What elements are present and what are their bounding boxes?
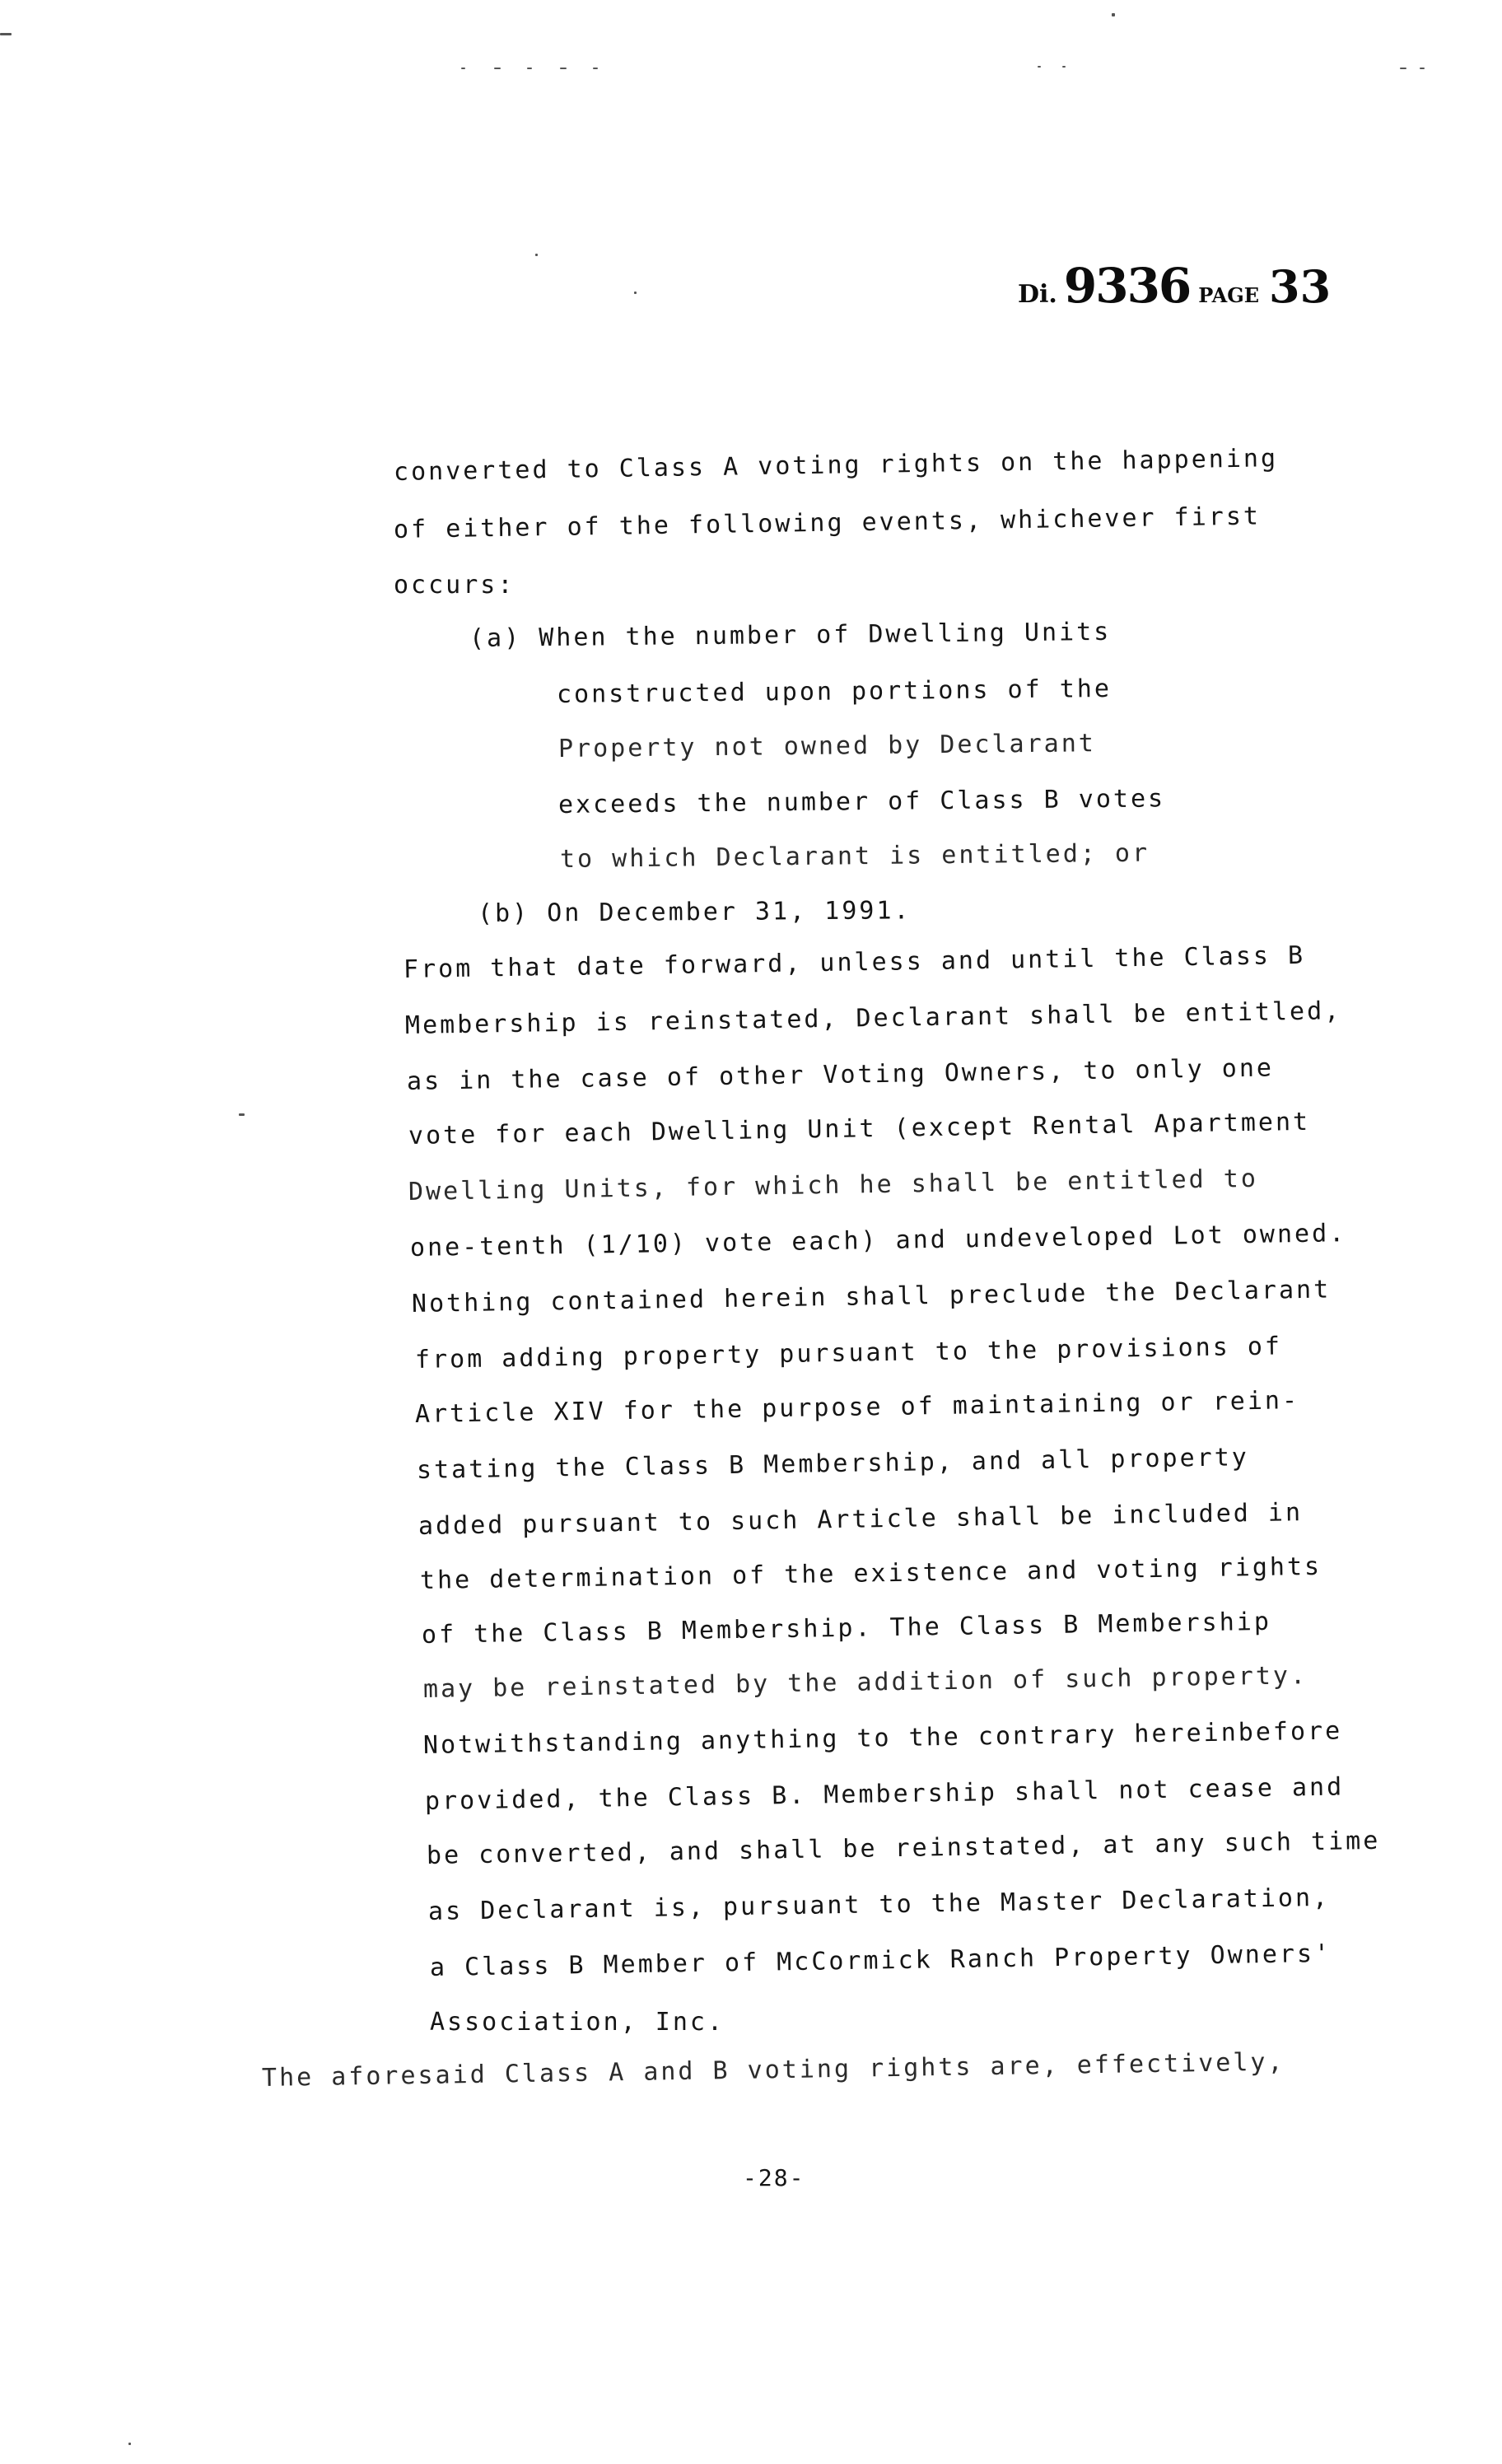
body-line: From that date forward, unless and until the Class B [403, 940, 1306, 984]
body-line: Nothing contained herein shall preclude the Declarant [411, 1275, 1332, 1318]
body-line: The aforesaid Class A and B voting rights are, effectively, [261, 2047, 1285, 2093]
scan-speck [0, 33, 12, 35]
body-line: Dwelling Units, for which he shall be entitled to [408, 1164, 1259, 1206]
body-line: Association, Inc. [430, 2008, 725, 2037]
body-line: as in the case of other Voting Owners, to only one [406, 1053, 1275, 1096]
body-line: constructed upon portions of the [556, 674, 1113, 709]
body-line: vote for each Dwelling Unit (except Rental Apartment [408, 1107, 1311, 1150]
body-line: may be reinstated by the addition of such property. [422, 1661, 1308, 1704]
body-line: one-tenth (1/10) vote each) and undeveloped Lot owned. [409, 1219, 1347, 1262]
scan-speck [593, 68, 598, 69]
scan-speck [634, 292, 637, 294]
body-line: to which Declarant is entitled; or [559, 838, 1150, 874]
scan-speck [461, 68, 465, 69]
scan-speck [1112, 13, 1115, 16]
body-line: Property not owned by Declarant [557, 729, 1097, 763]
footer-page-number: -28- [743, 2164, 805, 2191]
body-line: provided, the Class B. Membership shall not cease and [424, 1772, 1345, 1816]
body-line: added pursuant to such Article shall be included in [417, 1498, 1304, 1541]
book-label: Di. [1018, 280, 1057, 309]
body-line: from adding property pursuant to the provisions of [414, 1332, 1283, 1374]
body-line: exceeds the number of Class B votes [557, 784, 1166, 819]
scan-speck [1062, 66, 1066, 68]
scan-speck [128, 2443, 131, 2445]
body-line: (b) On December 31, 1991. [477, 896, 912, 928]
scan-speck [239, 1113, 245, 1116]
body-line: a Class B Member of McCormick Ranch Property Owners' [429, 1939, 1332, 1982]
book-number: 9336 [1063, 258, 1191, 314]
page-label: PAGE [1198, 283, 1260, 307]
body-line: stating the Class B Membership, and all property [416, 1443, 1250, 1485]
body-line: be converted, and shall be reinstated, at any such time [426, 1826, 1381, 1870]
body-line: converted to Class A voting rights on the happening [393, 444, 1279, 487]
scan-speck [1420, 68, 1425, 69]
body-line: (a) When the number of Dwelling Units [469, 617, 1112, 653]
recording-stamp [1018, 258, 1332, 314]
scan-speck [1038, 66, 1041, 68]
scan-speck [560, 68, 567, 69]
body-line: of the Class B Membership. The Class B Membership [421, 1607, 1272, 1650]
body-line: of either of the following events, whichever first [393, 502, 1262, 544]
recorded-page-number: 33 [1269, 260, 1332, 313]
body-line: Membership is reinstated, Declarant shall be entitled, [404, 996, 1342, 1040]
body-line: Article XIV for the purpose of maintaining or rein- [414, 1386, 1300, 1429]
body-line: as Declarant is, pursuant to the Master Declaration, [427, 1883, 1331, 1926]
scan-speck [527, 68, 532, 69]
scan-speck [535, 254, 538, 256]
body-line: the determination of the existence and voting rights [419, 1552, 1322, 1595]
body-line: occurs: [394, 571, 515, 600]
scan-speck [494, 68, 501, 69]
scan-speck [1400, 68, 1406, 69]
body-line: Notwithstanding anything to the contrary hereinbefore [422, 1716, 1343, 1760]
